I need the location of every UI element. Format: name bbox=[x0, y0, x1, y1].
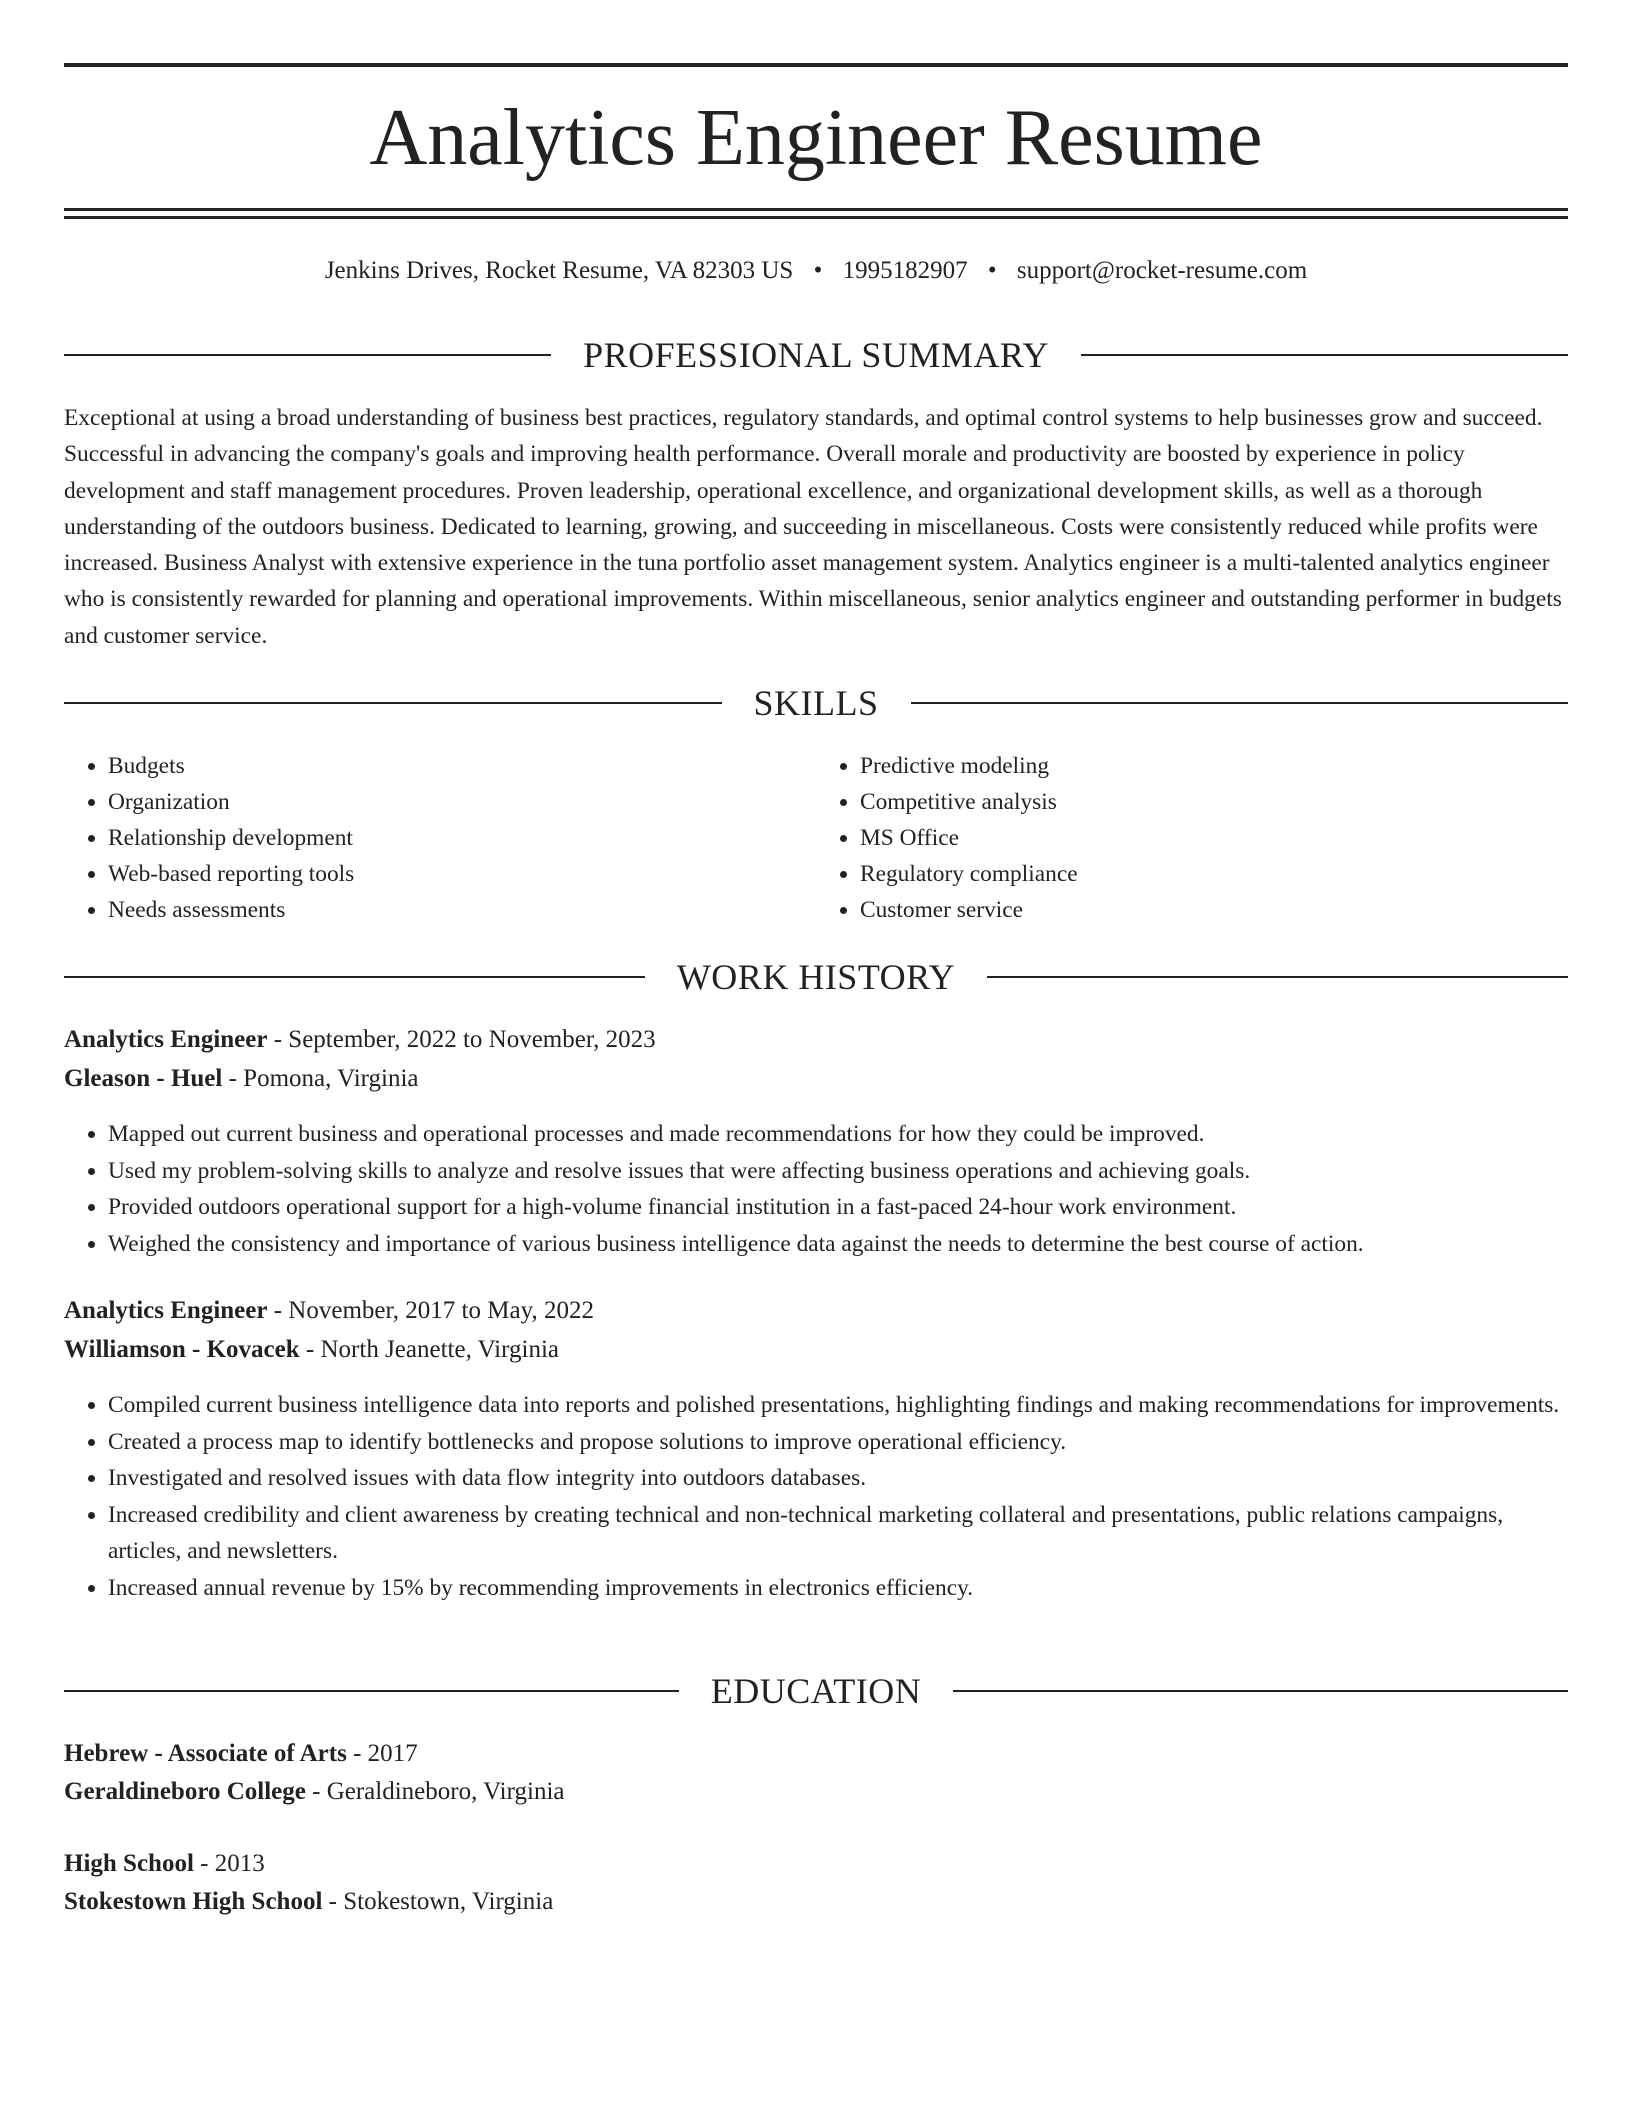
list-item: • Used my problem-solving skills to analyze and resolve issues that were affecting business operations and achieving goals. bbox=[108, 1153, 1568, 1190]
contact-address: Jenkins Drives, Rocket Resume, VA 82303 US bbox=[324, 257, 794, 284]
summary-paragraph: Exceptional at using a broad understanding of business best practices, regulatory standards, and optimal control systems to help businesses grow and succeed. Successful in advancing the company's goals and improving health performance. Overall morale and productivity are boosted by experience in policy development and staff management procedures. Proven leadership, operational excellence, and organizational development skills, as well as a thorough understanding of the outdoors business. Dedicated to learning, growing, and succeeding in miscellaneous. Costs were consistently reduced while profits were increased. Business Analyst with extensive experience in the tuna portfolio asset management system. Analytics engineer is a multi-talented analytics engineer who is consistently rewarded for planning and operational improvements. Within miscellaneous, senior analytics engineer and outstanding performer in budgets and customer service. bbox=[64, 405, 1562, 649]
job-company: Williamson - Kovacek bbox=[64, 1336, 300, 1363]
section-rule bbox=[64, 354, 551, 356]
list-item: • Weighed the consistency and importance of various business intelligence data against the needs to determine the best course of action. bbox=[108, 1226, 1568, 1263]
section-rule bbox=[1081, 354, 1568, 356]
contact-separator: • bbox=[813, 257, 823, 284]
list-item: • Investigated and resolved issues with data flow integrity into outdoors databases. bbox=[108, 1460, 1568, 1497]
list-item: • Compiled current business intelligence data into reports and polished presentations, highlighting findings and making recommendations for improvements. bbox=[108, 1387, 1568, 1424]
contact-separator: • bbox=[987, 257, 997, 284]
skill-item: • MS Office bbox=[860, 820, 1568, 856]
section-header-summary bbox=[64, 333, 1568, 377]
education-degree-line bbox=[64, 1736, 1568, 1772]
job-dates: - September, 2022 to November, 2023 bbox=[267, 1026, 656, 1053]
section-title-work: WORK HISTORY bbox=[676, 957, 956, 997]
list-item: • Increased annual revenue by 15% by recommending improvements in electronics efficiency. bbox=[108, 1570, 1568, 1607]
skill-item: • Web-based reporting tools bbox=[108, 856, 816, 892]
education-degree: High School bbox=[64, 1850, 194, 1877]
skill-item: • Organization bbox=[108, 784, 816, 820]
education-year: - 2017 bbox=[346, 1740, 418, 1767]
section-rule bbox=[987, 976, 1568, 978]
page-title: Analytics Engineer Resume bbox=[369, 94, 1263, 182]
education-location: - Geraldineboro, Virginia bbox=[305, 1778, 565, 1805]
job-title-line bbox=[64, 1022, 1568, 1058]
education-degree-line bbox=[64, 1846, 1568, 1882]
section-title-education: EDUCATION bbox=[710, 1671, 922, 1711]
job-company-line bbox=[64, 1061, 1568, 1097]
education-school: Stokestown High School bbox=[64, 1888, 323, 1915]
contact-phone: 1995182907 bbox=[842, 257, 968, 284]
job-bullets bbox=[64, 1387, 1568, 1606]
job-location: - Pomona, Virginia bbox=[222, 1065, 419, 1092]
section-rule bbox=[911, 702, 1569, 704]
section-header-skills bbox=[64, 681, 1568, 725]
section-title-summary: PROFESSIONAL SUMMARY bbox=[583, 335, 1049, 375]
job-title: Analytics Engineer bbox=[64, 1297, 268, 1324]
skills-column-right bbox=[816, 748, 1568, 928]
skill-item: • Predictive modeling bbox=[860, 748, 1568, 784]
section-rule bbox=[64, 702, 722, 704]
skill-item: • Regulatory compliance bbox=[860, 856, 1568, 892]
job-dates: - November, 2017 to May, 2022 bbox=[267, 1297, 594, 1324]
section-header-education bbox=[64, 1669, 1568, 1713]
education-degree: Hebrew - Associate of Arts bbox=[64, 1740, 347, 1767]
education-location: - Stokestown, Virginia bbox=[322, 1888, 554, 1915]
section-rule bbox=[64, 1690, 679, 1692]
list-item: • Mapped out current business and operational processes and made recommendations for how they could be improved. bbox=[108, 1116, 1568, 1153]
title-underline-rule-1 bbox=[64, 208, 1568, 211]
job-bullets bbox=[64, 1116, 1568, 1262]
skill-item: • Budgets bbox=[108, 748, 816, 784]
education-year: - 2013 bbox=[193, 1850, 265, 1877]
section-rule bbox=[64, 976, 645, 978]
list-item: • Created a process map to identify bottlenecks and propose solutions to improve operational efficiency. bbox=[108, 1424, 1568, 1461]
skills-column-left bbox=[64, 748, 816, 928]
section-rule bbox=[953, 1690, 1568, 1692]
skill-item: • Competitive analysis bbox=[860, 784, 1568, 820]
skill-item: • Relationship development bbox=[108, 820, 816, 856]
job-company-line bbox=[64, 1332, 1568, 1368]
title-underline-rule-2 bbox=[64, 216, 1568, 219]
job-location: - North Jeanette, Virginia bbox=[299, 1336, 559, 1363]
section-header-work bbox=[64, 955, 1568, 999]
job-company: Gleason - Huel bbox=[64, 1065, 223, 1092]
skills-list bbox=[64, 748, 1568, 928]
education-school-line bbox=[64, 1884, 1568, 1920]
job-title-line bbox=[64, 1293, 1568, 1329]
contact-email: support@rocket-resume.com bbox=[1016, 257, 1308, 284]
section-title-skills: SKILLS bbox=[753, 683, 879, 723]
education-school: Geraldineboro College bbox=[64, 1778, 306, 1805]
contact-line bbox=[64, 254, 1568, 288]
list-item: • Increased credibility and client awareness by creating technical and non-technical marketing collateral and presentations, public relations campaigns, articles, and newsletters. bbox=[108, 1497, 1568, 1570]
top-rule bbox=[64, 63, 1568, 67]
job-title: Analytics Engineer bbox=[64, 1026, 268, 1053]
list-item: • Provided outdoors operational support for a high-volume financial institution in a fast-paced 24-hour work environment. bbox=[108, 1189, 1568, 1226]
skill-item: • Needs assessments bbox=[108, 892, 816, 928]
education-school-line bbox=[64, 1774, 1568, 1810]
skill-item: • Customer service bbox=[860, 892, 1568, 928]
